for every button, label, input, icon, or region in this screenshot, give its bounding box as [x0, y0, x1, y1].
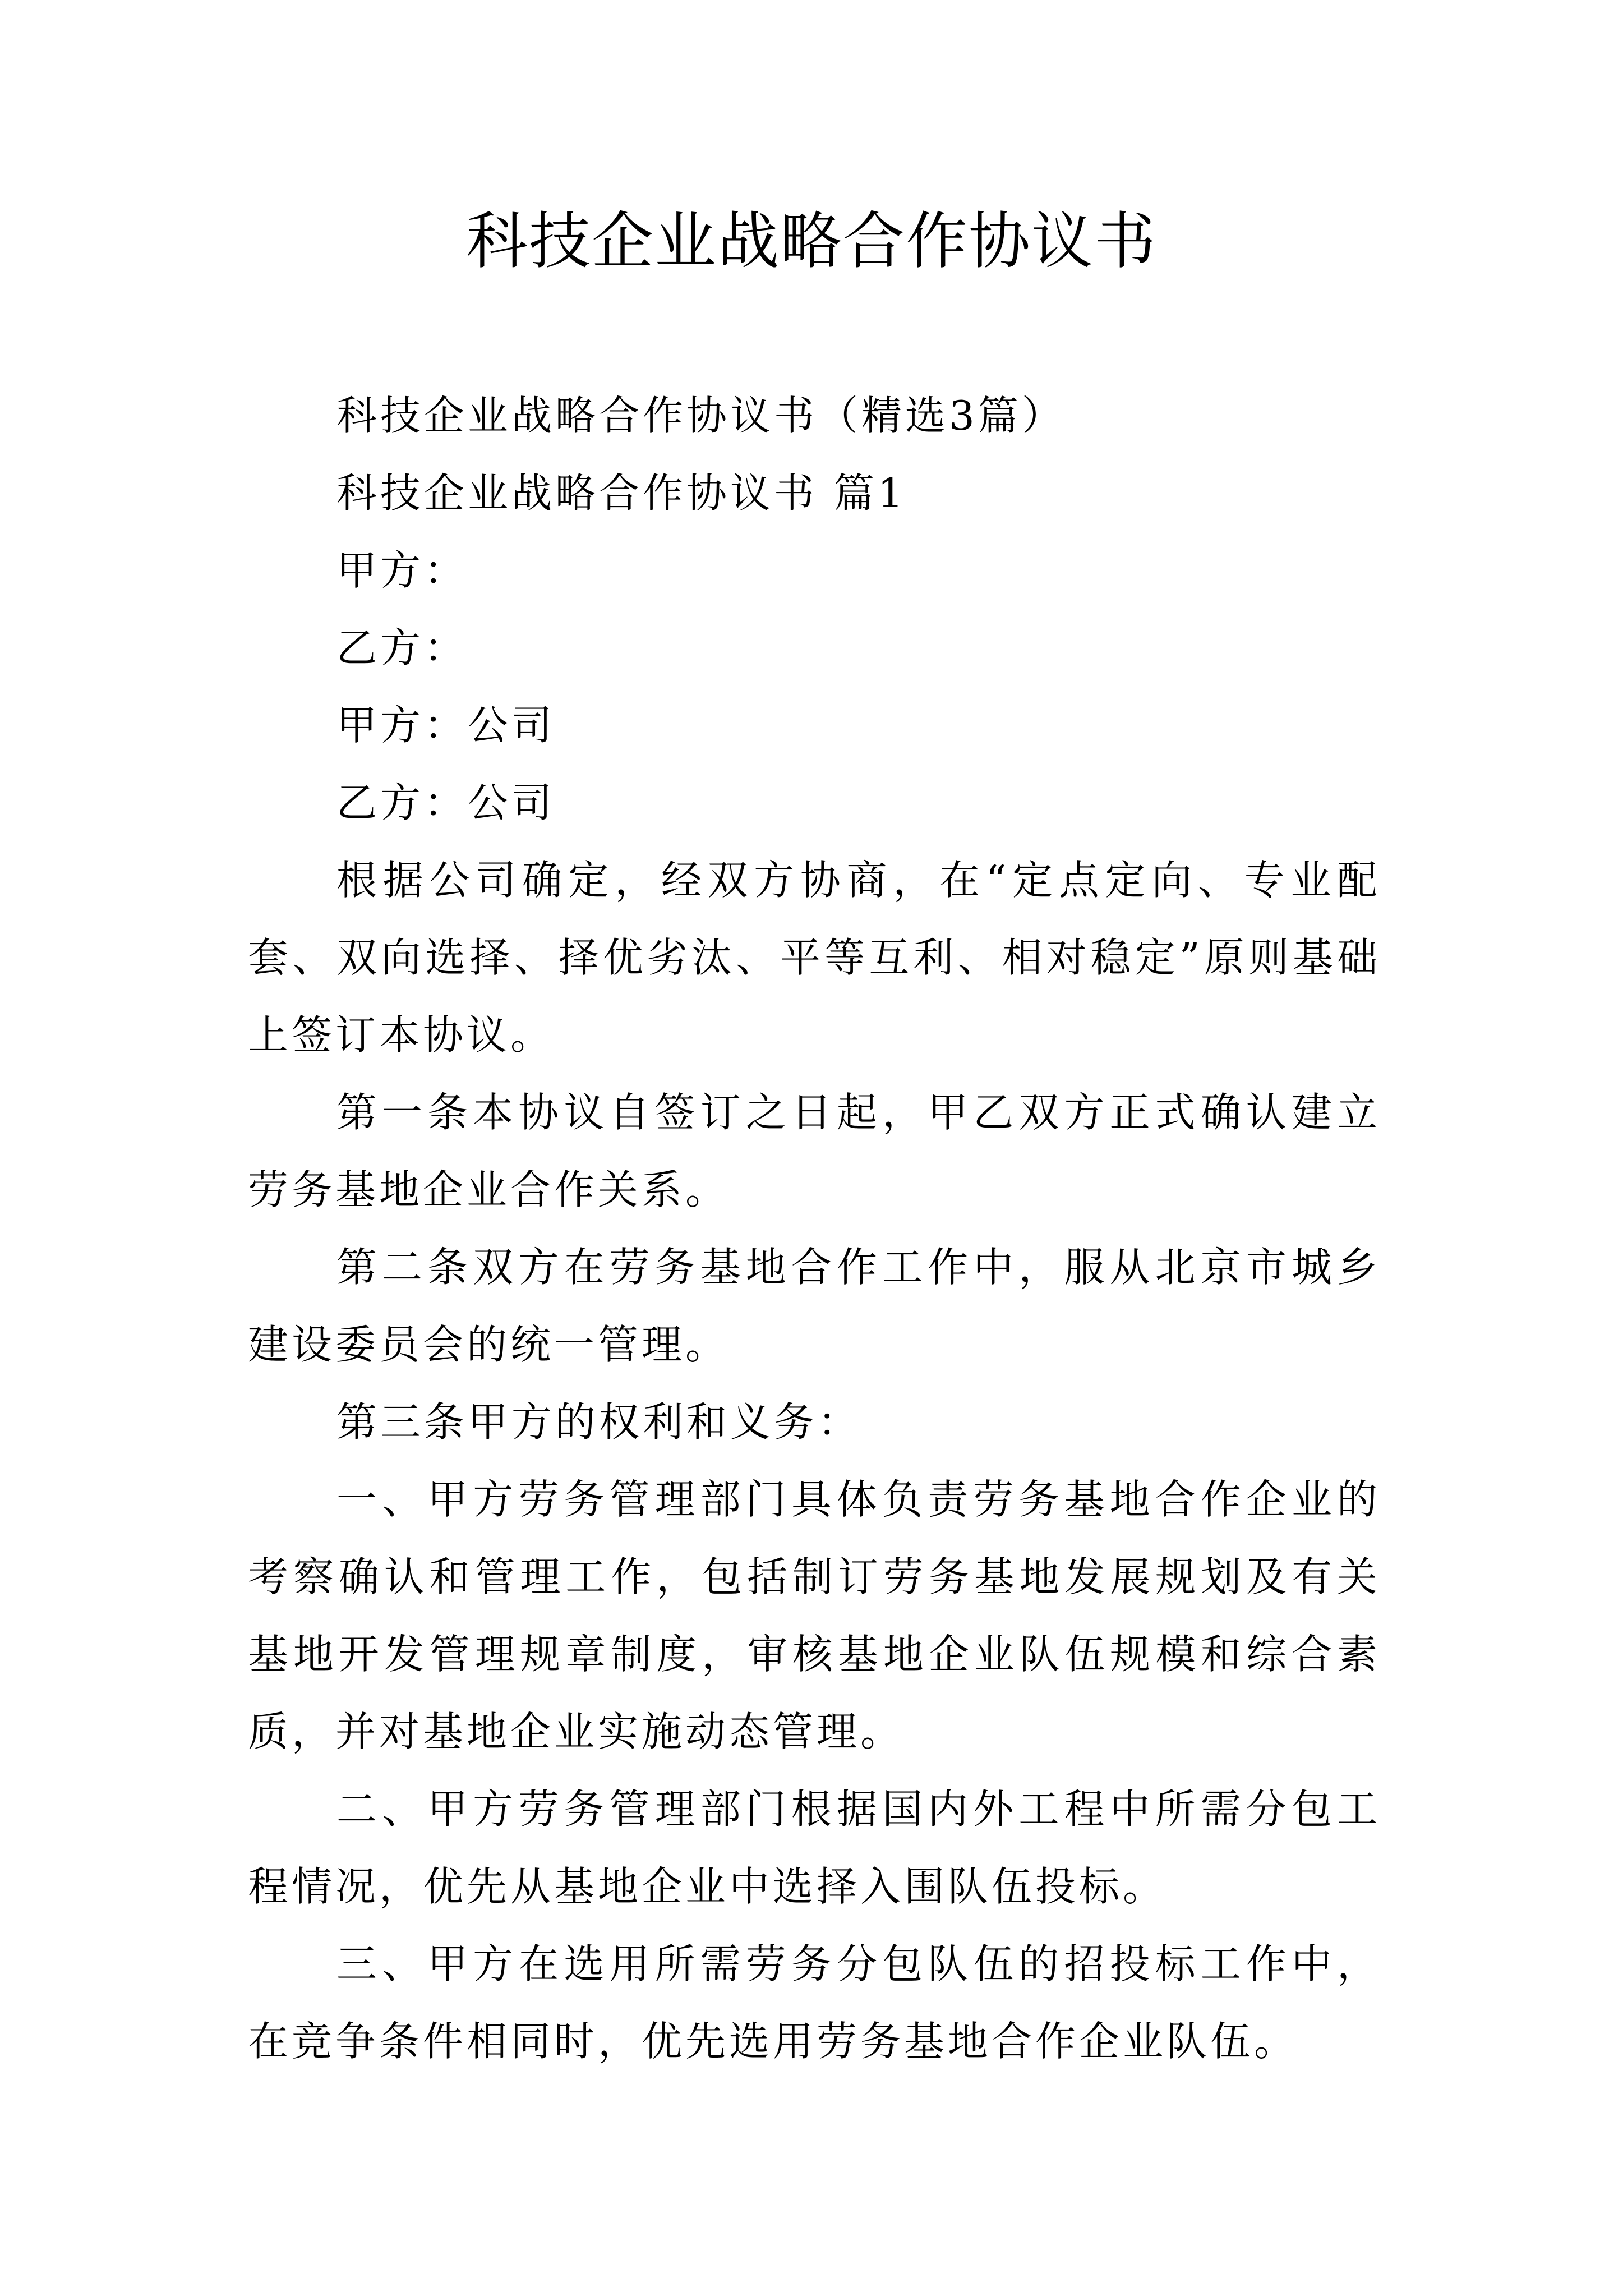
paragraph-article-3: 第三条甲方的权利和义务： — [336, 1398, 862, 1446]
paragraph-article-2: 第二条双方在劳务基地合作工作中，服从北京市城乡建设委员会的统一管理。 — [248, 1244, 1381, 1368]
document-title: 科技企业战略合作协议书 — [466, 205, 1157, 277]
document-body — [248, 377, 1381, 2080]
paragraph-subtitle: 科技企业战略合作协议书（精选3篇） — [336, 392, 1066, 439]
paragraph-party-a-company: 甲方：公司 — [336, 702, 556, 749]
paragraph-section-heading: 科技企业战略合作协议书 篇1 — [336, 470, 907, 517]
paragraph-item-3: 三、甲方在选用所需劳务分包队伍的招投标工作中，在竞争条件相同时，优先选用劳务基地合作企业队伍。 — [248, 1940, 1381, 2065]
paragraph-item-1: 一、甲方劳务管理部门具体负责劳务基地合作企业的考察确认和管理工作，包括制订劳务基地发展规划及有关基地开发管理规章制度，审核基地企业队伍规模和综合素质，并对基地企业实施动态管理。 — [248, 1476, 1381, 1755]
paragraph-party-a: 甲方： — [336, 547, 468, 594]
paragraph-item-2: 二、甲方劳务管理部门根据国内外工程中所需分包工程情况，优先从基地企业中选择入围队伍投标。 — [248, 1786, 1381, 1910]
paragraph-party-b-company: 乙方：公司 — [336, 779, 556, 826]
paragraph-article-1: 第一条本协议自签订之日起，甲乙双方正式确认建立劳务基地企业合作关系。 — [248, 1089, 1381, 1213]
paragraph-preamble: 根据公司确定，经双方协商，在“定点定向、专业配套、双向选择、择优劣汰、平等互利、相对稳定”原则基础上签订本协议。 — [248, 857, 1381, 1059]
paragraph-party-b: 乙方： — [336, 624, 468, 671]
